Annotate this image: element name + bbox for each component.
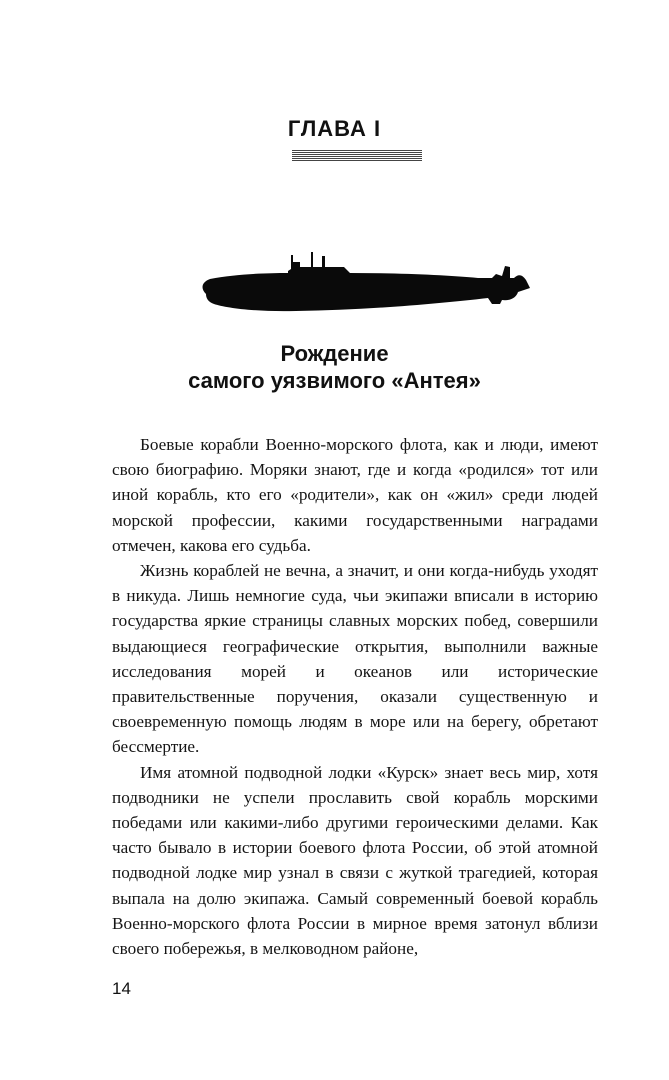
paragraph: Жизнь кораблей не вечна, а значит, и они когда-нибудь уходят в никуда. Лишь немногие суда, чьи экипажи вписали в историю государства яркие страницы славных морских побед, совершили выдающиеся географические открытия, выполнили важные исследования морей и океанов или исторические правительственные поручения, оказали существенную и своевременную помощь людям в море или на берегу, обретают бессмертие. xyxy=(112,561,598,757)
chapter-title-underline xyxy=(292,150,422,162)
paragraph: Боевые корабли Военно-морского флота, как и люди, имеют свою биографию. Моряки знают, где и когда «родился» тот или иной корабль, кто его «родители», как он «жил» среди людей морской профессии, какими государственными наградами отмечен, какова его судьба. xyxy=(112,435,598,555)
page-number: 14 xyxy=(112,979,131,998)
paragraph: Имя атомной подводной лодки «Курск» знает весь мир, хотя подводники не успели прославить свой корабль морскими победами или какими-либо другими героическими делами. Как часто бывало в истории боевого флота России, об этой атомной подводной лодке мир узнал в связи с жуткой трагедией, которая выпала на долю экипажа. Самый современный боевой корабль Военно-морского флота России в мирное время затонул вблизи своего побережья, в мелководном районе, xyxy=(112,762,598,959)
body-text xyxy=(112,432,598,961)
section-title xyxy=(0,340,669,394)
section-title-line-2: самого уязвимого «Антея» xyxy=(188,368,481,393)
submarine-hull xyxy=(203,255,530,311)
chapter-title: ГЛАВА I xyxy=(287,116,382,141)
section-title-line-1: Рождение xyxy=(280,341,389,366)
submarine-mast xyxy=(311,252,313,268)
submarine-silhouette-icon xyxy=(196,248,534,328)
